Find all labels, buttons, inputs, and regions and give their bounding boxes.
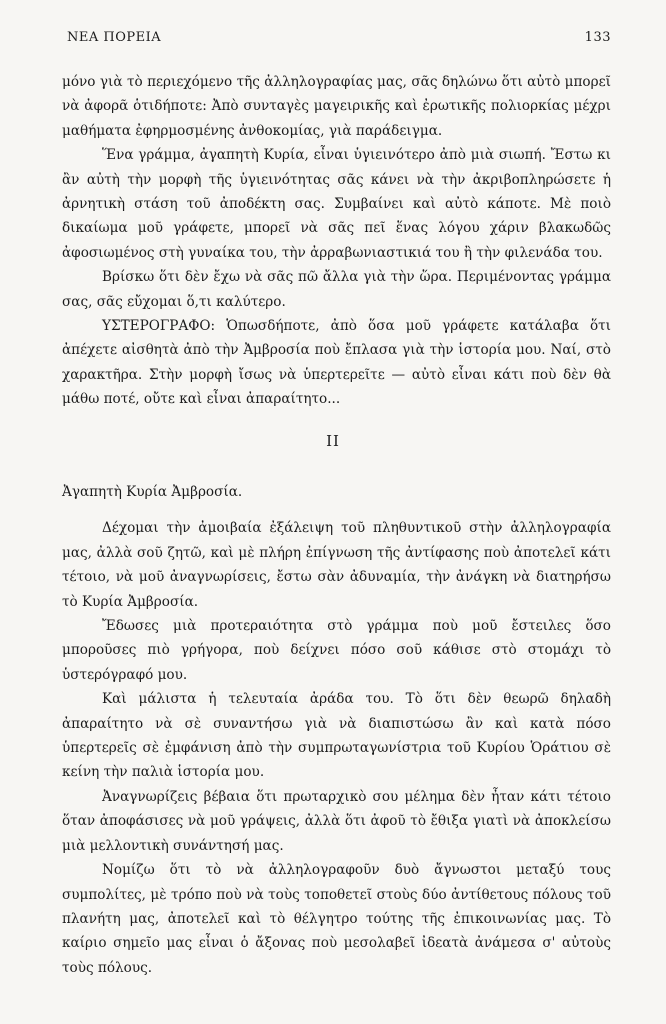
letter-two — [62, 480, 611, 980]
paragraph: μόνο γιὰ τὸ περιεχόμενο τῆς ἀλληλογραφίας μας, σᾶς δηλώνω ὅτι αὐτὸ μπορεῖ νὰ ἀφορᾶ ὁτιδήποτε: Ἀπὸ συνταγὲς μαγειρικῆς καὶ ἐρωτικῆς πολιορκίας μέχρι μαθήματα ἐφηρμοσμένης ἀνθοκομίας, γιὰ παράδειγμα. — [62, 74, 611, 139]
paragraph: Δέχομαι τὴν ἀμοιβαία ἐξάλειψη τοῦ πληθυντικοῦ στὴν ἀλληλογραφία μας, ἀλλὰ σοῦ ζητῶ, καὶ μὲ πλήρη ἐπίγνωση τῆς ἀντίφασης ποὺ ἀποτελεῖ κάτι τέτοιο, νὰ μοῦ ἀναγνωρίσεις, ἔστω σὰν ἀδυναμία, τὴν ἀνάγκη νὰ διατηρήσω τὸ Κυρία Ἀμβροσία. — [62, 520, 611, 610]
paragraph: Ἔδωσες μιὰ προτεραιότητα στὸ γράμμα ποὺ μοῦ ἔστειλες ὅσο μποροῦσες πιὸ γρήγορα, ποὺ δείχνει πόσο σοῦ κάθισε στὸ στομάχι τὸ ὑστερόγραφό μου. — [62, 618, 611, 683]
paragraph: Ἕνα γράμμα, ἀγαπητὴ Κυρία, εἶναι ὑγιεινότερο ἀπὸ μιὰ σιωπή. Ἔστω κι ἂν αὐτὴ τὴν μορφὴ τῆς ὑγιεινότητας σᾶς κάνει νὰ τὴν ἀκριβοπληρώσετε ἡ ἀρνητικὴ στάση τοῦ ἀποδέκτη σας. Συμβαίνει καὶ αὐτὸ κάποτε. Μὲ ποιὸ δικαίωμα μοῦ γράφετε, μπορεῖ νὰ σᾶς πεῖ ἕνας λόγου χάριν βλακωδῶς ἀφοσιωμένος στὴ γυναίκα του, τὴν ἀρραβωνιαστικιά του ἢ τὴν φιλενάδα του. — [62, 147, 611, 261]
salutation: Ἀγαπητὴ Κυρία Ἀμβροσία. — [62, 484, 243, 500]
paragraph: Ἀναγνωρίζεις βέβαια ὅτι πρωταρχικὸ σου μέλημα δὲν ἦταν κάτι τέτοιο ὅταν ἀποφάσισες νὰ μοῦ γράψεις, ἀλλὰ ὅτι ἀφοῦ τὸ ἔθιξα γιατὶ νὰ ἀποκλείσω μιὰ μελλοντικὴ συνάντησή μας. — [62, 788, 611, 854]
running-title: ΝΕΑ ΠΟΡΕΙΑ — [67, 30, 162, 45]
page-number: 133 — [584, 30, 611, 45]
paragraph: Καὶ μάλιστα ἡ τελευταία ἀράδα του. Τὸ ὅτι δὲν θεωρῶ δηλαδὴ ἀπαραίτητο νὰ σὲ συναντήσω γιὰ νὰ διαπιστώσω ἂν καὶ κατὰ πόσο ὑπερτερεῖς σὲ ἐμφάνιση ἀπὸ τὴν συμπρωταγωνίστρια τοῦ Κυρίου Ὁράτιου σὲ κείνη τὴν παλιὰ ἱστορία μου. — [62, 691, 611, 781]
postscript-paragraph: ΥΣΤΕΡΟΓΡΑΦΟ: Ὁπωσδήποτε, ἀπὸ ὅσα μοῦ γράφετε κατάλαβα ὅτι ἀπέχετε αἰσθητὰ ἀπὸ τὴν Ἀμβροσία ποὺ ἔπλασα γιὰ τὴν ἱστορία μου. Ναί, στὸ χαρακτῆρα. Στὴν μορφὴ ἴσως νὰ ὑπερτερεῖτε — αὐτὸ εἶναι κάτι ποὺ δὲν θὰ μάθω ποτέ, οὔτε καὶ εἶναι ἀπαραίτητο... — [62, 318, 611, 408]
letter-continuation — [62, 70, 611, 412]
paragraph: Νομίζω ὅτι τὸ νὰ ἀλληλογραφοῦν δυὸ ἄγνωστοι μεταξύ τους συμπολίτες, μὲ τρόπο ποὺ νὰ τοὺς τοποθετεῖ στοὺς δύο ἀντίθετους πόλους τοῦ πλανήτη μας, ἀποτελεῖ καὶ τὸ θέλγητρο τούτης τῆς ἐπικοινωνίας μας. Τὸ καίριο σημεῖο μας εἶναι ὁ ἄξονας ποὺ μεσολαβεῖ ἰδεατὰ ἀνάμεσα σ' αὐτοὺς τοὺς πόλους. — [62, 862, 611, 976]
paragraph: Βρίσκω ὅτι δὲν ἔχω νὰ σᾶς πῶ ἄλλα γιὰ τὴν ὥρα. Περιμένοντας γράμμα σας, σᾶς εὔχομαι ὅ,τι καλύτερο. — [62, 269, 611, 310]
running-header — [67, 30, 611, 45]
section-heading: II — [326, 432, 340, 450]
